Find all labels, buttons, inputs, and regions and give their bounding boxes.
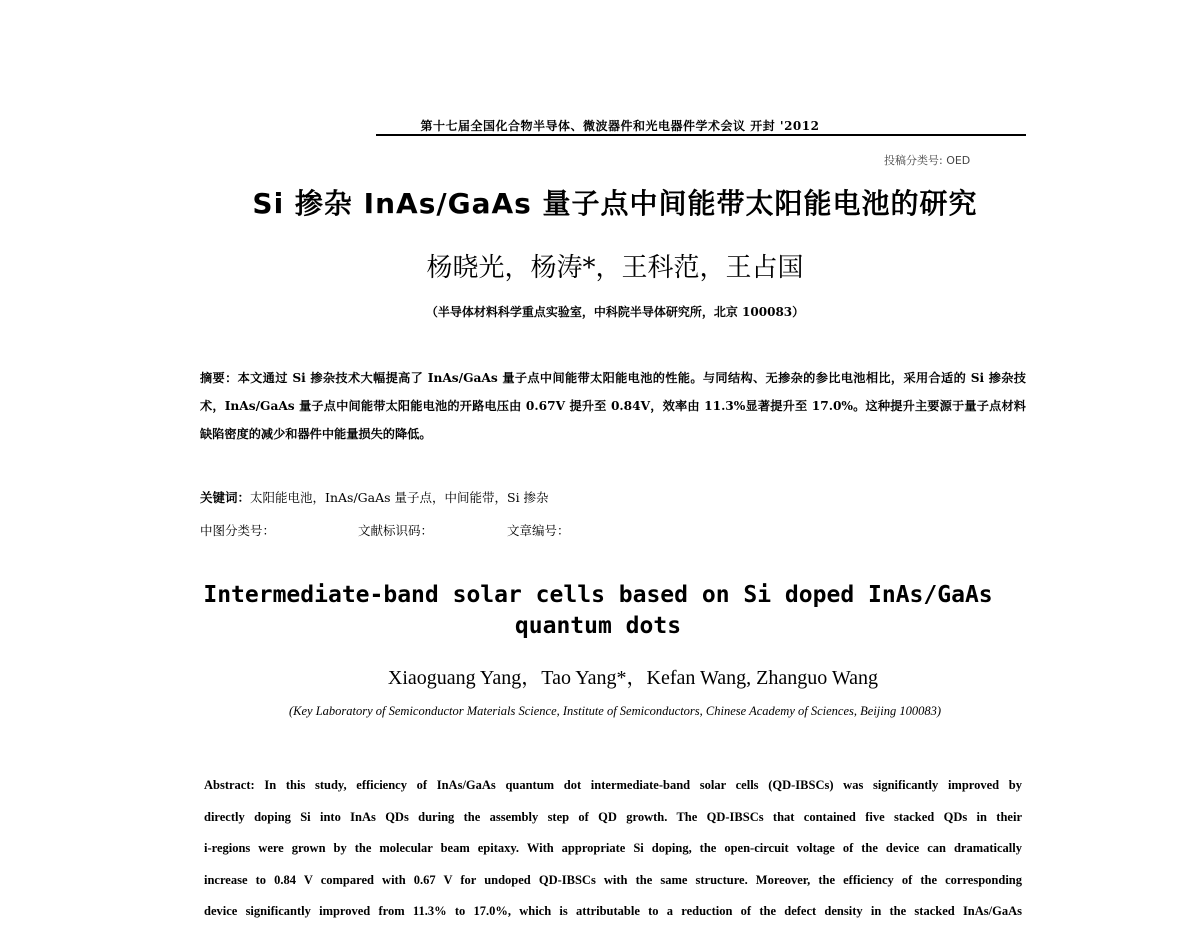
keywords-cn-text: 太阳能电池，InAs/GaAs 量子点，中间能带，Si 掺杂 [250,490,549,505]
article-number-label: 文章编号： [507,523,570,538]
affiliation-chinese: （半导体材料科学重点实验室，中科院半导体研究所，北京 100083） [425,305,805,319]
affiliation-english: (Key Laboratory of Semiconductor Materials Science, Institute of Semiconductors, Chinese Academy of Sciences, Beijing 100083) [288,704,942,718]
abstract-en-line: i-regions were grown by the molecular beam epitaxy. With appropriate Si doping, the open-circuit voltage of the device can dramatically [204,841,1022,855]
abstract-en-line: directly doping Si into InAs QDs during the assembly step of QD growth. The QD-IBSCs that contained five stacked QDs in their [204,809,1022,824]
title-english: Intermediate-band solar cells based on Si doped InAs/GaAs quantum dots [203,582,993,639]
abstract-cn-label: 摘要： [200,371,238,385]
submission-class-code: 投稿分类号: OED [884,154,971,167]
keywords-cn-label: 关键词： [200,490,251,505]
authors-chinese: 杨晓光，杨涛*，王科范，王占国 [426,253,804,283]
abstract-en-line-text: In this study, efficiency of InAs/GaAs quantum dot intermediate-band solar cells (QD-IBSCs) was significantly improved by [264,778,1022,792]
clc-number-label: 中图分类号： [200,523,276,538]
authors-english: Xiaoguang Yang，Tao Yang*，Kefan Wang, Zhanguo Wang [387,667,879,689]
abstract-en-line: increase to 0.84 V compared with 0.67 V for undoped QD-IBSCs with the same structure. Moreover, the efficiency of the corresponding [204,872,1022,887]
title-chinese: Si 掺杂 InAs/GaAs 量子点中间能带太阳能电池的研究 [252,187,978,220]
keywords-chinese [200,488,549,506]
abstract-chinese [200,364,1026,448]
abstract-en-label: Abstract: [204,778,255,792]
abstract-english [204,770,1022,928]
abstract-cn-text: 本文通过 Si 掺杂技术大幅提高了 InAs/GaAs 量子点中间能带太阳能电池的性能。与同结构、无掺杂的参比电池相比，采用合适的 Si 掺杂技术，InAs/GaAs 量子点中间能带太阳能电池的开路电压由 0.67V 提升至 0.84V，效率由 11.3%显著提升至 17.0%。这种提升主要源于量子点材料缺陷密度的减少和器件中能量损失的降低。 [200,371,1026,441]
conference-header: 第十七届全国化合物半导体、微波器件和光电器件学术会议 开封 '2012 [420,119,820,133]
abstract-en-line: device significantly improved from 11.3% to 17.0%, which is attributable to a reduction of the defect density in the stacked InAs/GaAs [204,904,1022,918]
document-code-label: 文献标识码： [358,523,434,538]
header-rule [376,134,1026,136]
abstract-en-line [204,770,1022,802]
